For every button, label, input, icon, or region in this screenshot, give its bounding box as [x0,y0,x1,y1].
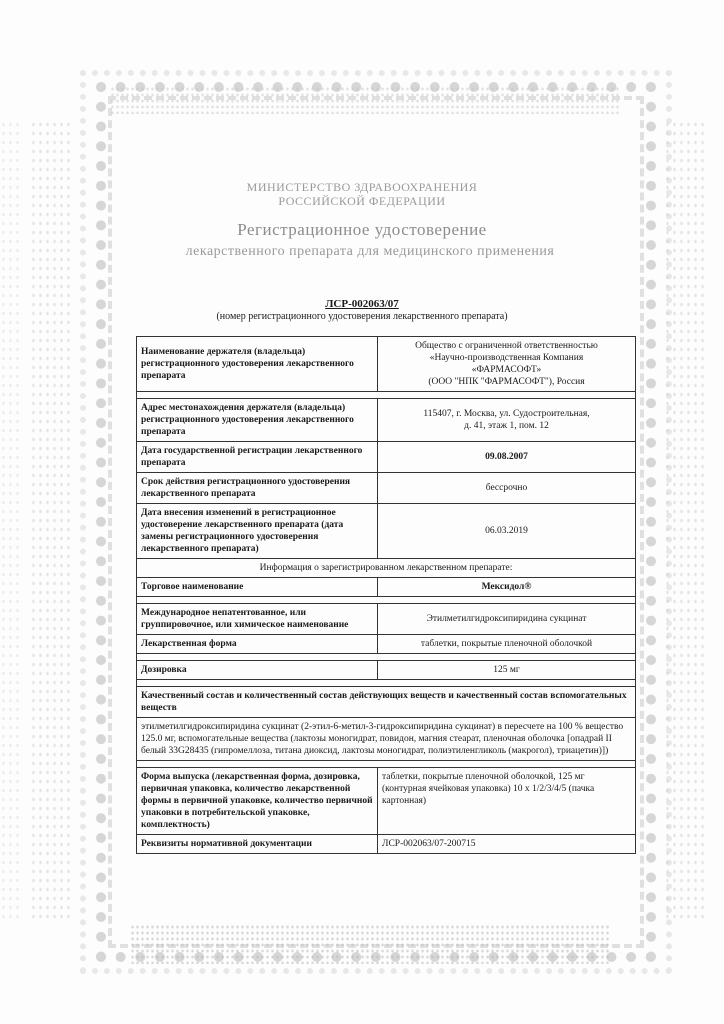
dose-value: 125 мг [378,661,636,680]
table-row-inn [137,604,636,635]
address-line-1: 115407, г. Москва, ул. Судостроительная, [423,409,590,419]
ministry-line-1: МИНИСТЕРСТВО ЗДРАВООХРАНЕНИЯ [246,180,478,194]
dosage-form-value: таблетки, покрытые пленочной оболочкой [378,635,636,654]
inn-value: Этилметилгидроксипиридина сукцинат [378,604,636,635]
table-row-dose [137,661,636,680]
release-form-label: Форма выпуска (лекарственная форма, дозировка, первичная упаковка, количество лекарственной формы в первичной упаковке, количество первичной упаковки в потребительской упаковке, комплектность) [137,768,378,835]
release-form-value: таблетки, покрытые пленочной оболочкой, 125 мг (контурная ячейковая упаковка) 10 х 1/2/3/4/5 (пачка картонная) [378,768,636,835]
table-gap [137,654,636,661]
scan-noise-bottom [130,924,610,964]
table-row-release-form [137,768,636,835]
table-row-composition-label [137,687,636,718]
registration-number: ЛСР-002063/07 [325,298,399,310]
dose-label: Дозировка [137,661,378,680]
scan-noise-right [664,120,704,920]
table-row-address [137,399,636,442]
changes-value: 06.03.2019 [378,504,636,559]
holder-label: Наименование держателя (владельца) регистрационного удостоверения лекарственного препарата [137,337,378,392]
certificate-subtitle: лекарственного препарата для медицинского применения [185,244,555,259]
ministry-heading [120,180,604,208]
table-gap [137,392,636,399]
info-heading: Информация о зарегистрированном лекарственном препарате: [137,559,636,578]
table-row-holder [137,337,636,392]
table-row-trade-name [137,578,636,597]
address-line-2: д. 41, этаж 1, пом. 12 [464,421,549,431]
scan-noise-top [110,86,620,114]
ministry-line-2: РОССИЙСКОЙ ФЕДЕРАЦИИ [278,194,446,208]
composition-text: этилметилгидроксипиридина сукцинат (2-этил-6-метил-3-гидроксипиридина сукцинат) в пересчете на 100 % вещество 125.0 мг, вспомогательные вещества (лактозы моногидрат, повидон, магния стеарат, пленочная оболочка [опадрай II белый 33G28435 (гипромеллоза, титана диоксид, лактозы моногидрат, полиэтиленгликоль (макрогол), триацетин)]) [137,718,636,761]
table-gap [137,680,636,687]
table-row-changes [137,504,636,559]
normative-label: Реквизиты нормативной документации [137,835,378,854]
table-row-normative [137,835,636,854]
holder-line-1: Общество с ограниченной ответственностью [415,341,598,351]
holder-line-2: «Научно-производственная Компания [429,353,584,363]
scan-noise-left-edge [0,120,22,920]
certificate-title: Регистрационное удостоверение [237,220,487,239]
table-row-validity [137,473,636,504]
normative-value: ЛСР-002063/07-200715 [378,835,636,854]
validity-label: Срок действия регистрационного удостоверения лекарственного препарата [137,473,378,504]
trade-name-label: Торговое наименование [137,578,378,597]
changes-label: Дата внесения изменений в регистрационное удостоверение лекарственного препарата (дата замены регистрационного удостоверения лекарственного препарата) [137,504,378,559]
registration-table [136,336,636,854]
composition-label: Качественный состав и количественный состав действующих веществ и качественный состав вспомогательных веществ [137,687,636,718]
table-row-composition-text [137,718,636,761]
trade-name-value: Мексидол® [378,578,636,597]
reg-date-label: Дата государственной регистрации лекарственного препарата [137,442,378,473]
dosage-form-label: Лекарственная форма [137,635,378,654]
inn-label: Международное непатентованное, или группировочное, или химическое наименование [137,604,378,635]
holder-value [378,337,636,392]
validity-value: бессрочно [378,473,636,504]
scan-noise-left [30,120,70,920]
table-row-reg-date [137,442,636,473]
holder-line-3: «ФАРМАСОФТ» [471,365,542,375]
table-gap [137,597,636,604]
table-gap [137,761,636,768]
reg-date-value: 09.08.2007 [378,442,636,473]
registration-number-caption: (номер регистрационного удостоверения лекарственного препарата) [216,311,508,322]
holder-line-4: (ООО "НПК "ФАРМАСОФТ"), Россия [428,377,585,387]
address-label: Адрес местонахождения держателя (владельца) регистрационного удостоверения лекарственного препарата [137,399,378,442]
address-value [378,399,636,442]
table-row-info-heading [137,559,636,578]
table-row-dosage-form [137,635,636,654]
